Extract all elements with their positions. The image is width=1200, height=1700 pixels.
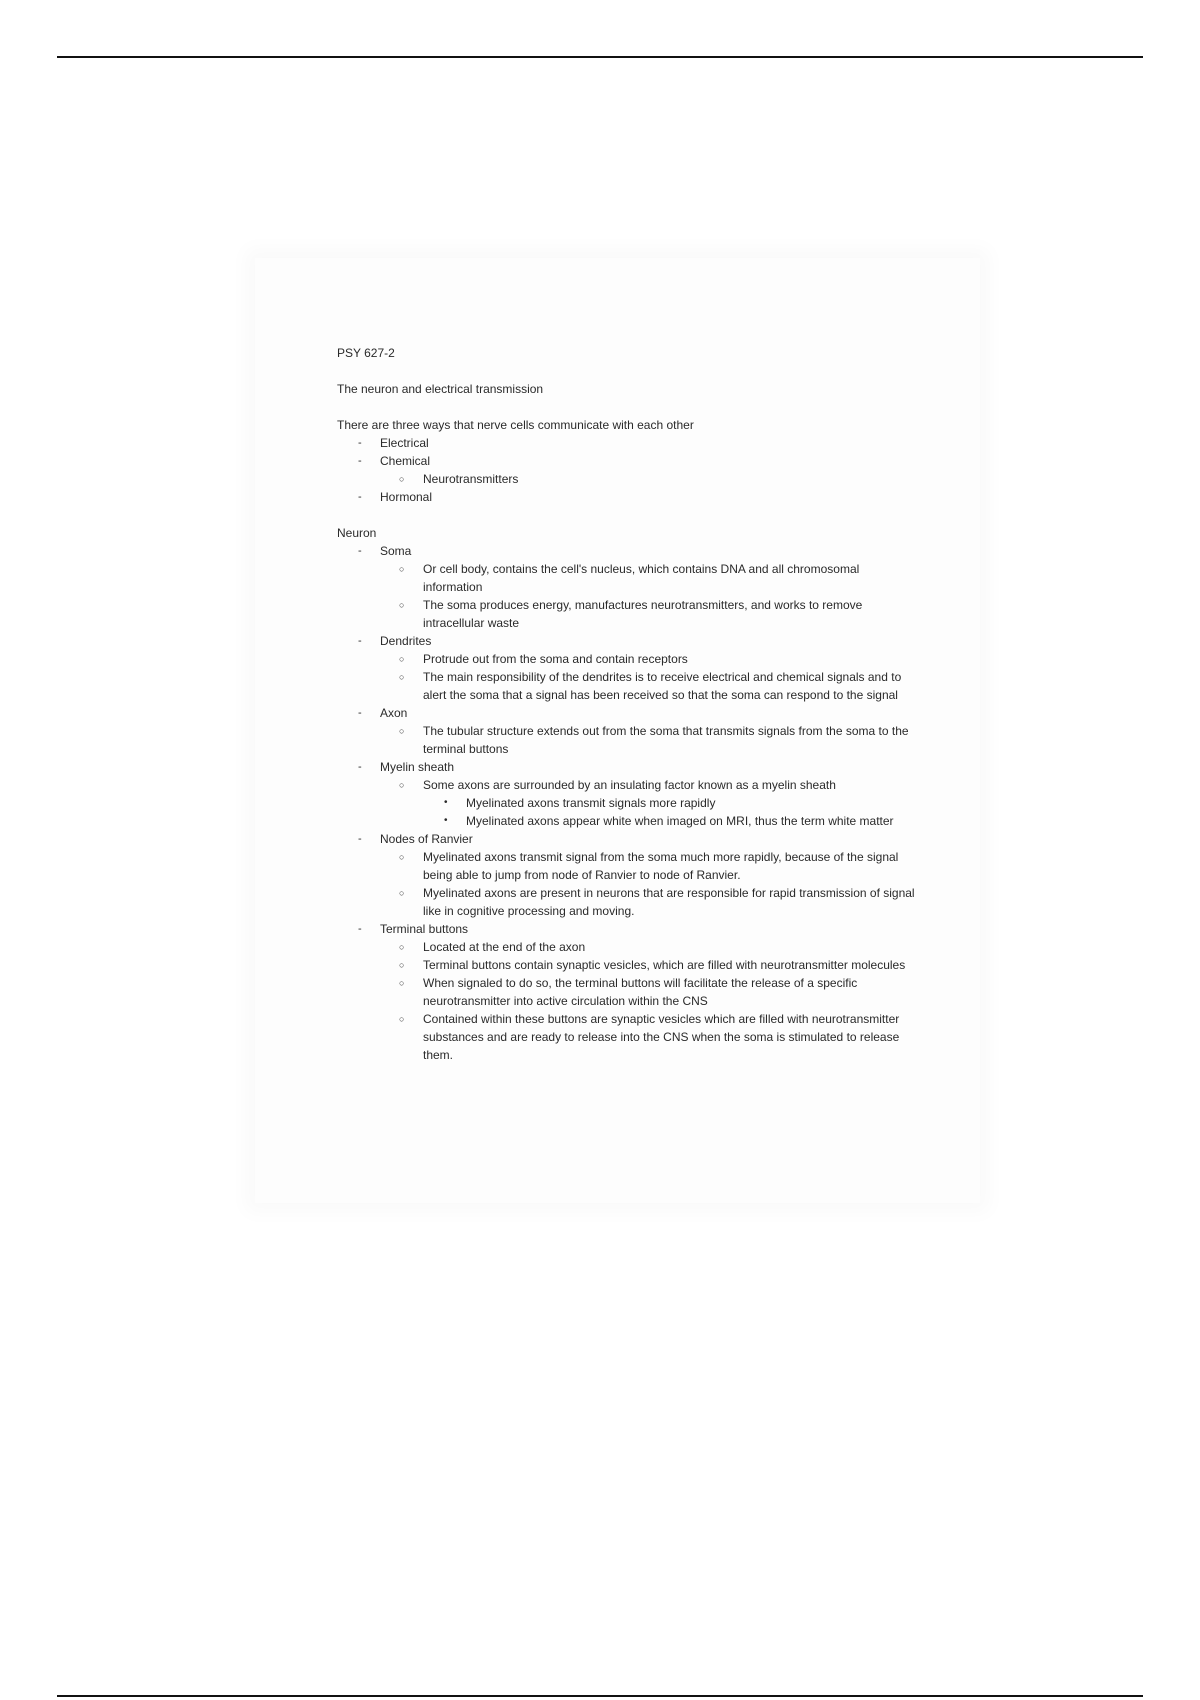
bullet-marker: • [444,815,448,826]
list-item: ○ Myelinated axons transmit signal from the soma much more rapidly, because of the signal being able to jump from node of Ranvier to node of Ranvier. [399,850,899,882]
list-item-axon: - Axon ○ The tubular structure extends out from the soma that transmits signals from the soma to the terminal buttons [337,704,917,758]
list-item: ○ The soma produces energy, manufactures neurotransmitters, and works to remove intracellular waste [399,598,863,630]
list-item-soma: - Soma ○ Or cell body, contains the cell's nucleus, which contains DNA and all chromosomal information ○ The soma produces energy, manufactures neurotransmitters, and works to remove intracellular waste [337,542,917,632]
dash-marker: - [358,437,362,449]
circle-marker: ○ [399,942,405,952]
intro-text: There are three ways that nerve cells communicate with each other [337,418,694,432]
circle-marker: ○ [399,474,405,484]
course-code: PSY 627-2 [337,346,395,360]
circle-marker: ○ [399,564,405,574]
list-item-dendrites: - Dendrites ○ Protrude out from the soma and contain receptors ○ The main responsibility of the dendrites is to receive electrical and chemical signals and to alert the soma that a signal has been received so that the soma can respond to the signal [337,632,917,704]
document-body [337,344,917,1064]
list-item: ○ Terminal buttons contain synaptic vesicles, which are filled with neurotransmitter molecules [399,958,906,972]
document-title: The neuron and electrical transmission [337,382,544,396]
circle-marker: ○ [399,978,405,988]
list-item: ○ The tubular structure extends out from the soma that transmits signals from the soma to the terminal buttons [399,724,909,756]
circle-marker: ○ [399,600,405,610]
circle-marker: ○ [399,726,405,736]
list-item: ○ Neurotransmitters [399,472,519,486]
circle-marker: ○ [399,1014,405,1024]
dash-marker: - [358,545,362,557]
dash-marker: - [358,491,362,503]
bottom-rule [57,1695,1143,1697]
list-item: - Hormonal [358,490,433,504]
dash-marker: - [358,455,362,467]
list-item: ○ Contained within these buttons are synaptic vesicles which are filled with neurotransmitter substances and are ready to release into the CNS when the soma is stimulated to release them. [399,1012,900,1062]
list-item: • Myelinated axons appear white when imaged on MRI, thus the term white matter [444,814,894,828]
dash-marker: - [358,761,362,773]
top-rule [57,56,1143,58]
list-item: ○ Some axons are surrounded by an insulating factor known as a myelin sheath • Myelinated axons transmit signals more rapidly • Myelinated axons appear white when imaged on MRI, thus the term white matter [380,776,917,830]
list-item: ○ Or cell body, contains the cell's nucleus, which contains DNA and all chromosomal information [399,562,860,594]
list-item: - Chemical ○ Neurotransmitters [337,452,917,488]
list-item: ○ Located at the end of the axon [399,940,586,954]
circle-marker: ○ [399,672,405,682]
list-item-terminal-buttons: - Terminal buttons ○ Located at the end of the axon ○ Terminal buttons contain synaptic vesicles, which are filled with neurotransmitter molecules ○ When signaled to do so, the terminal buttons will facilitate the release of a specific neurotransmitter into active circulation within the CNS ○ Contained within these buttons are synaptic vesicles which are filled with neurotransmitter substances and are ready to release into the CNS when the soma is stimulated to release them. [337,920,917,1064]
dash-marker: - [358,707,362,719]
dash-marker: - [358,635,362,647]
list-item: ○ Myelinated axons are present in neurons that are responsible for rapid transmission of signal like in cognitive processing and moving. [399,886,915,918]
list-item: ○ Protrude out from the soma and contain receptors [399,652,688,666]
neuron-heading: Neuron [337,526,377,540]
communication-list [337,434,917,506]
list-item-myelin-sheath: - Myelin sheath ○ Some axons are surrounded by an insulating factor known as a myelin sheath • Myelinated axons transmit signals more rapidly • Myelinated axons appear white when imaged on MRI, thus the term white matter [337,758,917,830]
list-item: • Myelinated axons transmit signals more rapidly [444,796,716,810]
dash-marker: - [358,923,362,935]
list-item-nodes-of-ranvier: - Nodes of Ranvier ○ Myelinated axons transmit signal from the soma much more rapidly, because of the signal being able to jump from node of Ranvier to node of Ranvier. ○ Myelinated axons are present in neurons that are responsible for rapid transmission of signal like in cognitive processing and moving. [337,830,917,920]
circle-marker: ○ [399,654,405,664]
neuron-list [337,542,917,1064]
circle-marker: ○ [399,960,405,970]
bullet-marker: • [444,797,448,808]
list-item: - Electrical [358,436,429,450]
list-item: ○ The main responsibility of the dendrites is to receive electrical and chemical signals and to alert the soma that a signal has been received so that the soma can respond to the signal [399,670,902,702]
list-item: ○ When signaled to do so, the terminal buttons will facilitate the release of a specific neurotransmitter into active circulation within the CNS [399,976,858,1008]
dash-marker: - [358,833,362,845]
circle-marker: ○ [399,852,405,862]
circle-marker: ○ [399,780,405,790]
circle-marker: ○ [399,888,405,898]
